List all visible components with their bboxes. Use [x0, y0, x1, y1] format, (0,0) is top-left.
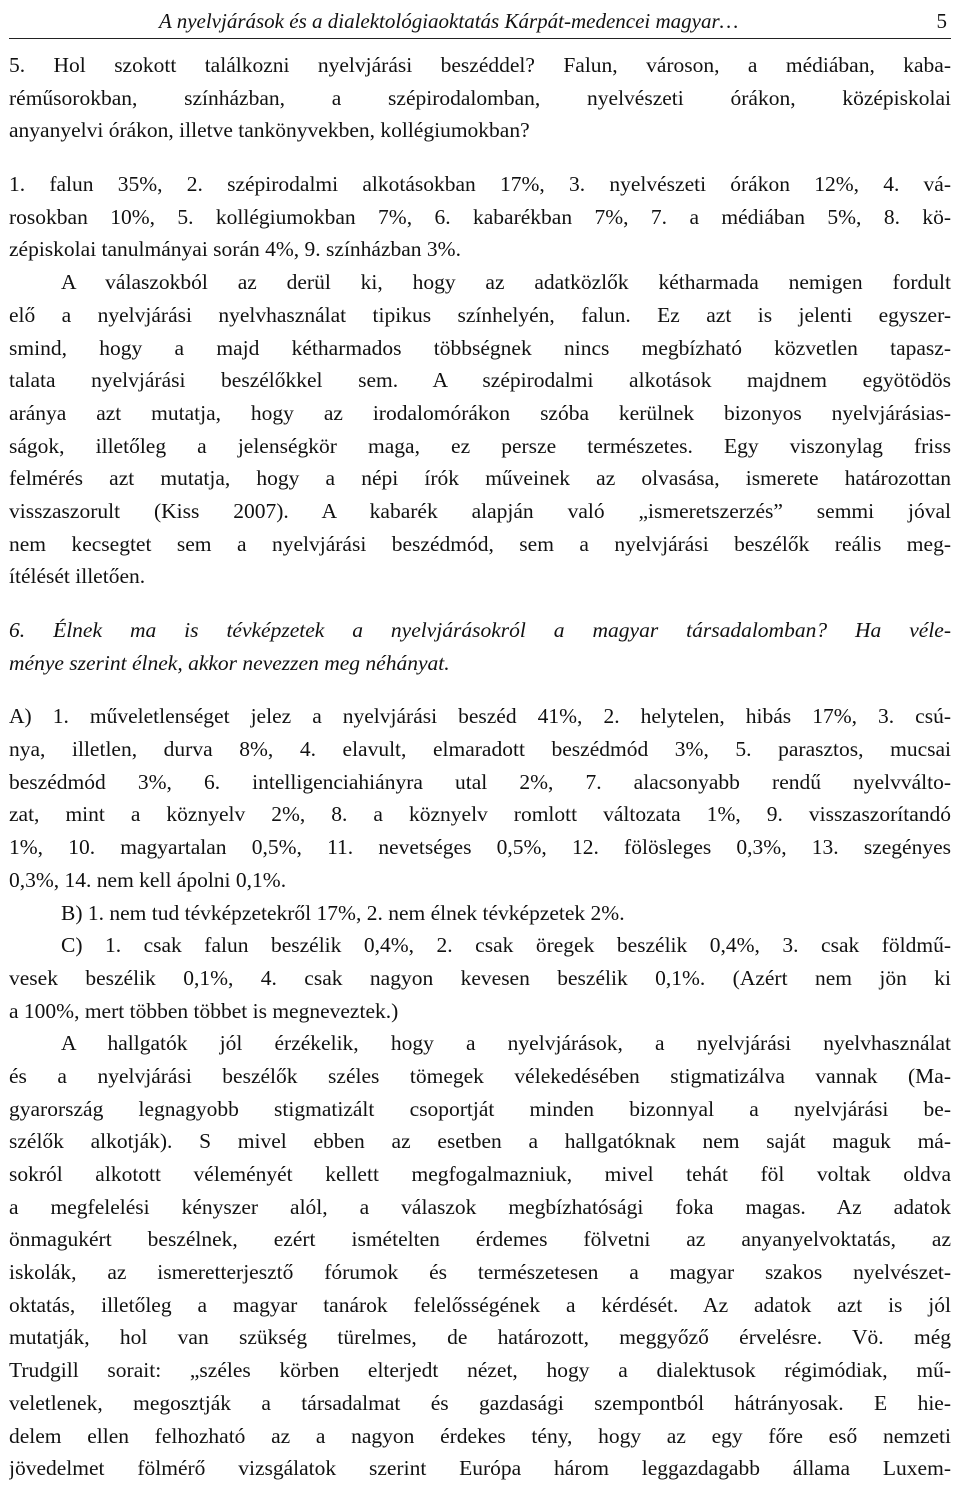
text-line: mutatják, hol van szükség türelmes, de határozott, meggyőző érvelésre. Vö. még: [9, 1325, 951, 1350]
spacer: [9, 593, 951, 614]
text-line: és a nyelvjárási beszélők széles tömegek vélekedésében stigmatizálva vannak (Ma-: [9, 1063, 951, 1088]
text-line: a megfelelési kényszer alól, a válaszok megbízhatósági foka magas. Az adatok: [9, 1194, 951, 1219]
text-line: oktatás, illetőleg a magyar tanárok felelősségének a kérdését. Az adatok azt is jól: [9, 1292, 951, 1317]
question-5: [9, 49, 951, 147]
running-header: [9, 0, 951, 39]
text-line: iskolák, az ismeretterjesztő fórumok és természetesen a magyar szakos nyelvészet-: [9, 1260, 951, 1285]
page-number: 5: [936, 9, 947, 33]
text-line: 1. falun 35%, 2. szépirodalmi alkotásokban 17%, 3. nyelvészeti órákon 12%, 4. vá-: [9, 172, 951, 197]
text-line: zépiskolai tanulmányai során 4%, 9. színházban 3%.: [9, 237, 461, 262]
spacer: [9, 147, 951, 168]
text-line: szélők alkotják). S mivel ebben az esetben a hallgatóknak nem saját maguk má-: [9, 1129, 951, 1154]
paragraph-analysis-1: [9, 266, 951, 593]
text-line: 1%, 10. magyartalan 0,5%, 11. nevetséges 0,5%, 12. fölösleges 0,3%, 13. szegényes: [9, 835, 951, 860]
text-line: 5. Hol szokott találkozni nyelvjárási beszéddel? Falun, városon, a médiában, kaba-: [9, 53, 951, 77]
text-line: smind, hogy a majd kétharmados többségnek nincs megbízható közvetlen tapasz-: [9, 335, 951, 360]
text-line: veletlenek, megosztják a társadalmat és gazdasági szempontból hátrányosak. E hie-: [9, 1390, 951, 1415]
text-line: nem kecsegtet sem a nyelvjárási beszédmód, sem a nyelvjárási beszélők reális meg-: [9, 531, 951, 556]
text-line: A válaszokból az derül ki, hogy az adatközlők kétharmada nemigen fordult: [61, 270, 951, 295]
text-line: anyanyelvi órákon, illetve tankönyvekben, kollégiumokban?: [9, 118, 530, 143]
text-line: réműsorokban, színházban, a szépirodalomban, nyelvészeti órákon, középiskolai: [9, 85, 951, 110]
text-line: visszaszorult (Kiss 2007). A kabarék alapján való „ismeretszerzés” semmi jóval: [9, 498, 951, 523]
text-line: B) 1. nem tud tévképzetekről 17%, 2. nem élnek tévképzetek 2%.: [61, 900, 625, 925]
text-line: rosokban 10%, 5. kollégiumokban 7%, 6. kabarékban 7%, 7. a médiában 5%, 8. kö-: [9, 204, 951, 229]
text-line: beszédmód 3%, 6. intelligenciahiányra utal 2%, 7. alacsonyabb rendű nyelvválto-: [9, 769, 951, 794]
text-line: a 100%, mert többen többet is megneveztek.): [9, 998, 399, 1023]
text-line: gyarország legnagyobb stigmatizált csoportját minden bizonnyal a nyelvjárási be-: [9, 1096, 951, 1121]
text-line: sokról alkotott véleményét kellett megfogalmazniuk, mivel tehát föl voltak oldva: [9, 1162, 951, 1186]
answer-a: [9, 700, 951, 896]
text-line: jövedelmet fölmérő vizsgálatok szerint Európa három leggazdagabb állama Luxem-: [9, 1456, 951, 1481]
text-line: felmérés azt mutatja, hogy a népi írók műveinek az olvasása, ismerete határozottan: [9, 466, 951, 491]
paragraph-analysis-2: [9, 1027, 951, 1485]
text-line: zat, mint a köznyelv 2%, 8. a köznyelv romlott változata 1%, 9. visszaszorítandó: [9, 802, 951, 827]
text-line: elő a nyelvjárási nyelvhasználat tipikus színhelyén, falun. Ez azt is jelenti egyszer-: [9, 302, 951, 327]
question-6: [9, 614, 951, 679]
text-line: 0,3%, 14. nem kell ápolni 0,1%.: [9, 867, 287, 892]
document-body: [9, 49, 951, 1485]
answer-c: [9, 929, 951, 1027]
text-line: A) 1. műveletlenséget jelez a nyelvjárási beszéd 41%, 2. helytelen, hibás 17%, 3. csú-: [9, 704, 951, 729]
text-line: ménye szerint élnek, akkor nevezzen meg néhányat.: [9, 650, 450, 675]
text-line: Trudgill sorait: „széles körben elterjedt nézet, hogy a dialektusok régimódiak, mű-: [9, 1358, 951, 1383]
text-line: önmagukért beszélnek, ezért ismételten érdemes fölvetni az anyanyelvoktatás, az: [9, 1227, 951, 1252]
text-line: 6. Élnek ma is tévképzetek a nyelvjárásokról a magyar társadalomban? Ha véle-: [9, 618, 951, 642]
answer-b: [9, 897, 951, 930]
text-line: talata nyelvjárási beszélőkkel sem. A szépirodalmi alkotások majdnem egyötödös: [9, 368, 951, 393]
text-line: A hallgatók jól érzékelik, hogy a nyelvjárások, a nyelvjárási nyelvhasználat: [61, 1031, 951, 1056]
text-line: nya, illetlen, durva 8%, 4. elavult, elmaradott beszédmód 3%, 5. parasztos, mucsai: [9, 737, 951, 762]
text-line: aránya azt mutatja, hogy az irodalomórákon szóba kerülnek bizonyos nyelvjárásias-: [9, 400, 951, 425]
text-line: delem ellen felhozható az a nagyon érdekes tény, hogy az egy főre eső nemzeti: [9, 1423, 951, 1448]
spacer: [9, 679, 951, 700]
question-5-answers: [9, 168, 951, 266]
text-line: C) 1. csak falun beszélik 0,4%, 2. csak öregek beszélik 0,4%, 3. csak földmű-: [61, 933, 951, 958]
header-title: A nyelvjárások és a dialektológiaoktatás Kárpát-medencei magyar…: [159, 9, 739, 33]
text-line: ítélését illetően.: [9, 564, 146, 589]
text-line: vesek beszélik 0,1%, 4. csak nagyon kevesen beszélik 0,1%. (Azért nem jön ki: [9, 965, 951, 990]
text-line: ságok, illetőleg a jelenségkör maga, ez persze természetes. Egy viszonylag friss: [9, 433, 951, 458]
